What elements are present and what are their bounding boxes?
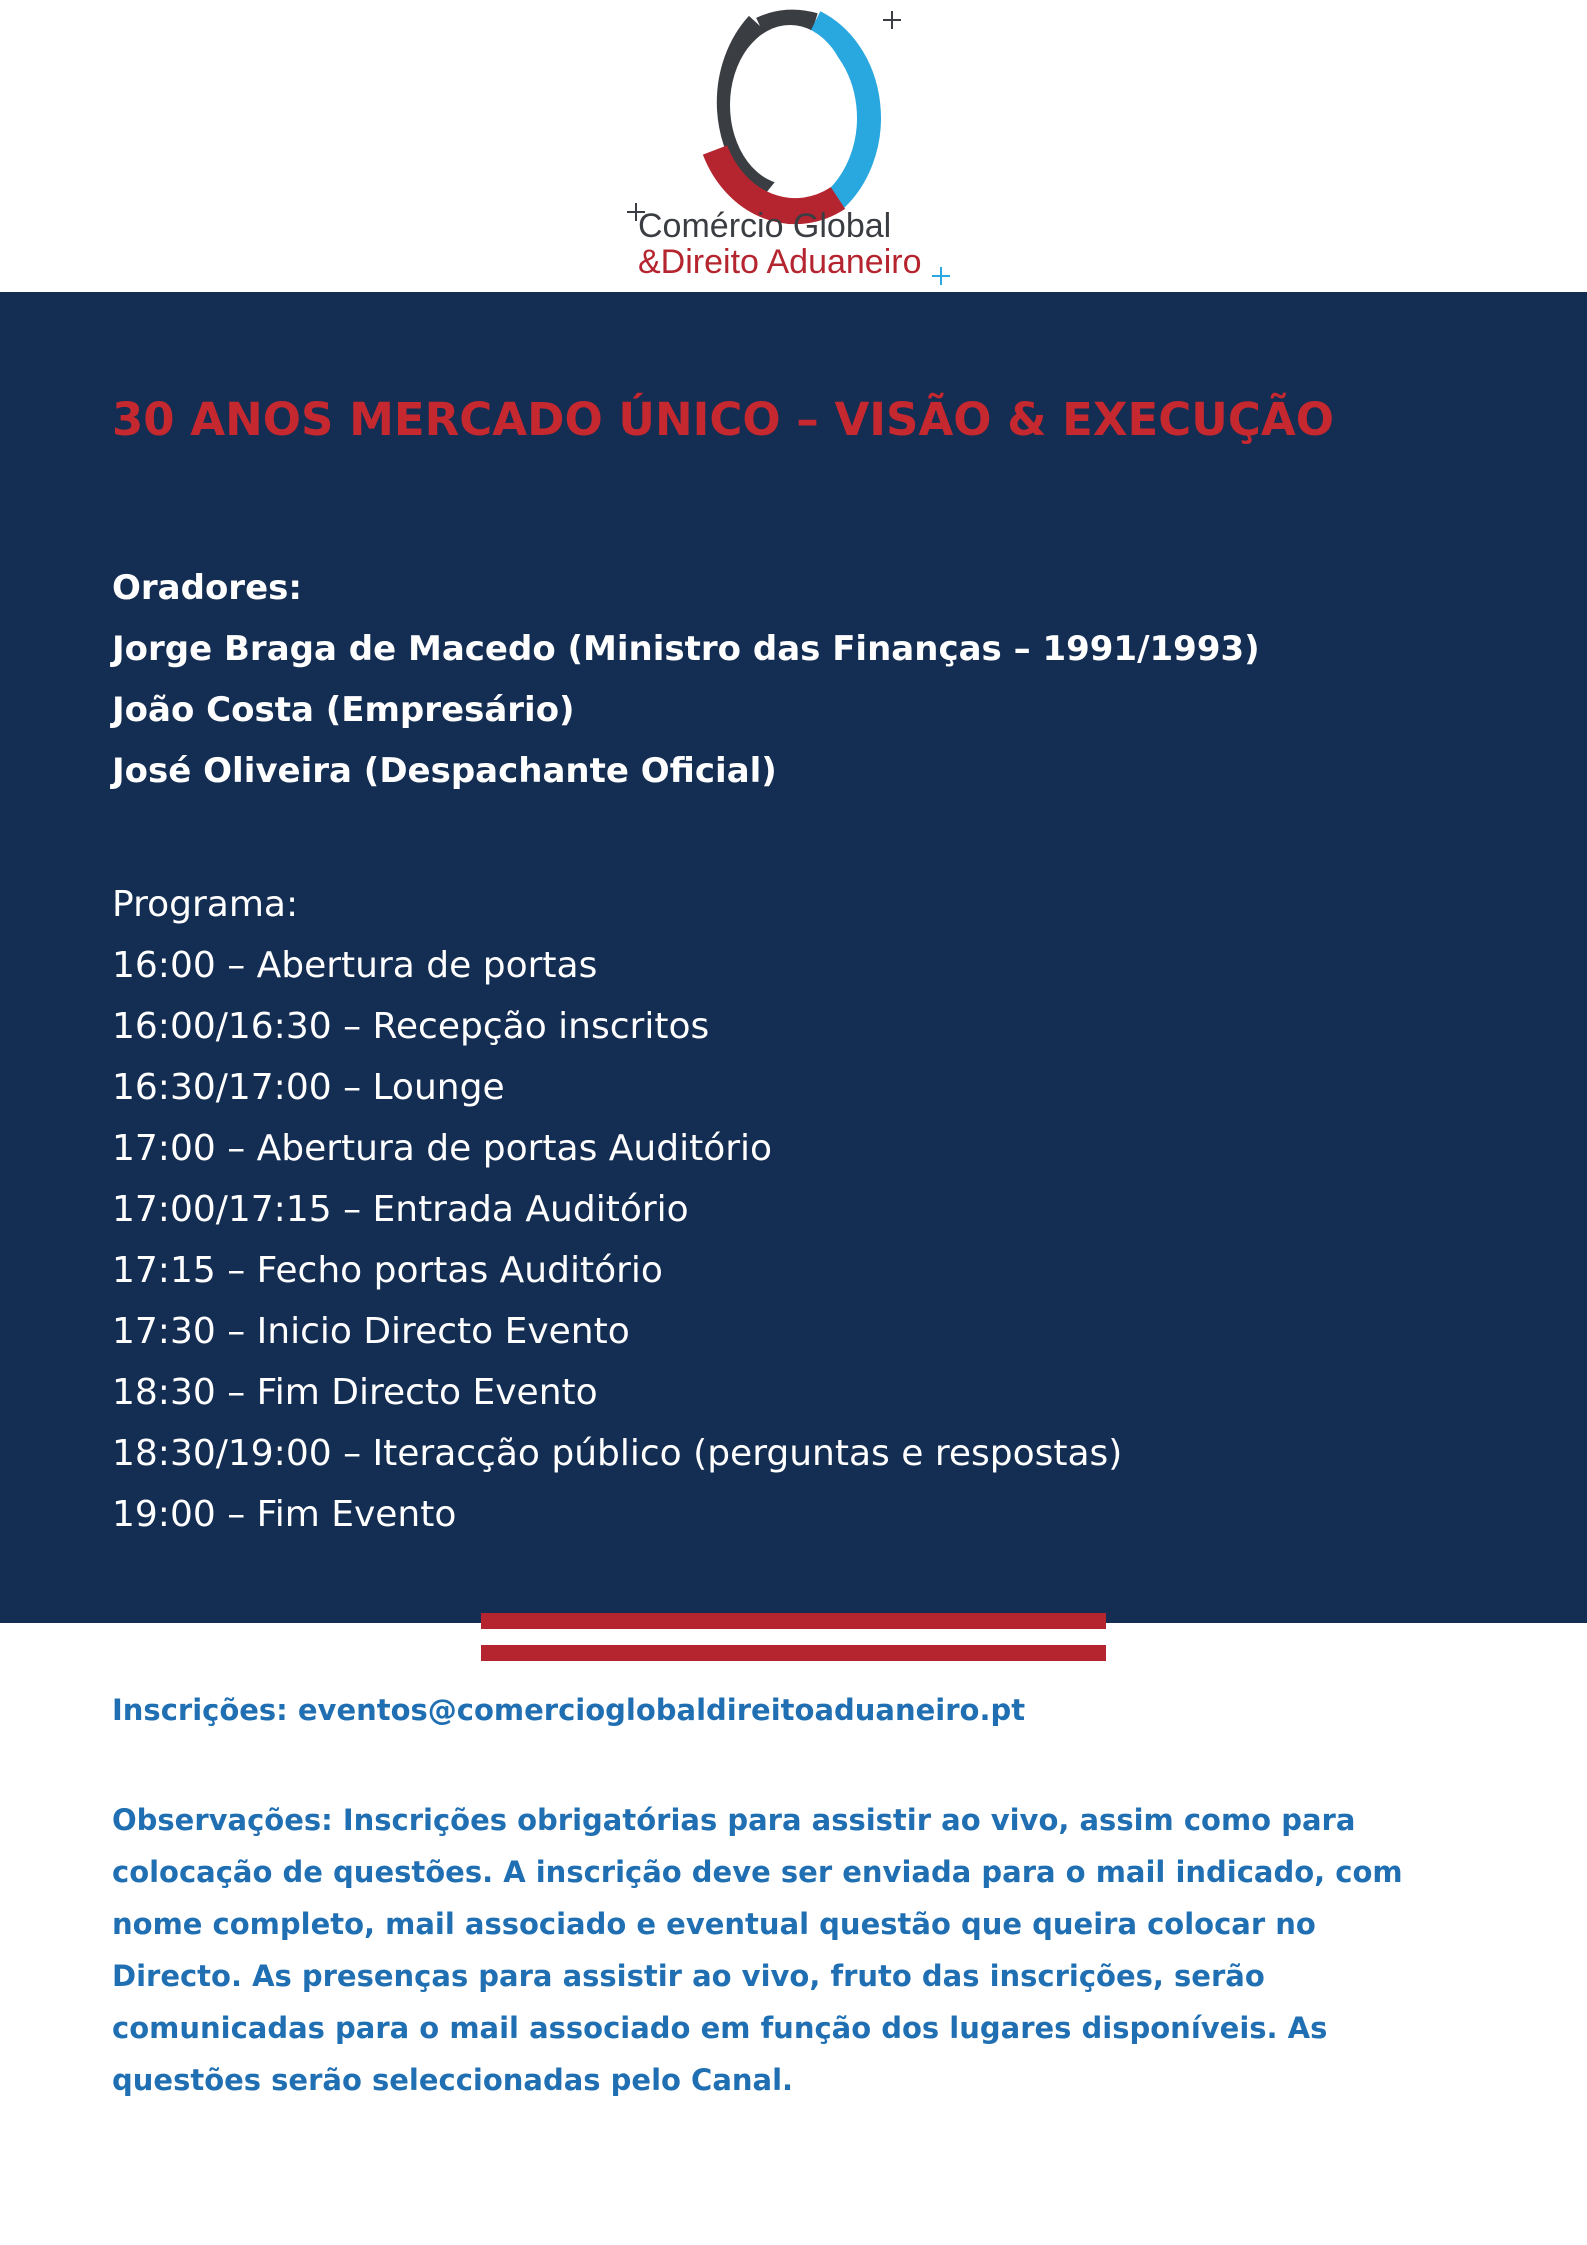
program-item: 16:00/16:30 – Recepção inscritos: [112, 1006, 710, 1047]
program-item: 17:00 – Abertura de portas Auditório: [112, 1128, 773, 1169]
observations-line: nome completo, mail associado e eventual questão que queira colocar no: [112, 1907, 1316, 1941]
program-heading: Programa:: [112, 884, 299, 925]
program-section: [112, 874, 1122, 1545]
program-item: 17:30 – Inicio Directo Evento: [112, 1311, 630, 1352]
content-panel: [0, 292, 1587, 1623]
program-item: 18:30 – Fim Directo Evento: [112, 1372, 598, 1413]
observations-line: Directo. As presenças para assistir ao vivo, fruto das inscrições, serão: [112, 1959, 1265, 1993]
speakers-section: [112, 558, 1260, 802]
program-item: 16:00 – Abertura de portas: [112, 945, 598, 986]
observations-line: questões serão seleccionadas pelo Canal.: [112, 2063, 794, 2097]
program-item: 16:30/17:00 – Lounge: [112, 1067, 505, 1108]
program-item: 17:00/17:15 – Entrada Auditório: [112, 1189, 689, 1230]
registration-email: Inscrições: eventos@comercioglobaldireitoaduaneiro.pt: [112, 1693, 1026, 1727]
speaker-item: José Oliveira (Despachante Oficial): [112, 751, 777, 791]
speaker-item: João Costa (Empresário): [112, 690, 575, 730]
program-item: 19:00 – Fim Evento: [112, 1494, 457, 1535]
program-item: 18:30/19:00 – Iteracção público (perguntas e respostas): [112, 1433, 1123, 1474]
observations-line: comunicadas para o mail associado em função dos lugares disponíveis. As: [112, 2011, 1328, 2045]
speakers-heading: Oradores:: [112, 568, 302, 608]
divider-stripe: [481, 1645, 1106, 1661]
program-item: 17:15 – Fecho portas Auditório: [112, 1250, 663, 1291]
event-title: 30 ANOS MERCADO ÚNICO – VISÃO & EXECUÇÃO: [112, 393, 1334, 446]
observations-text: [112, 1794, 1532, 2106]
logo-line2: &Direito Aduaneiro: [638, 243, 922, 281]
logo-line1: Comércio Global: [638, 207, 892, 245]
speaker-item: Jorge Braga de Macedo (Ministro das Finanças – 1991/1993): [112, 629, 1260, 669]
logo: [620, 0, 980, 292]
observations-line: Observações: Inscrições obrigatórias para assistir ao vivo, assim como para: [112, 1803, 1356, 1837]
divider-stripe: [481, 1613, 1106, 1629]
observations-line: colocação de questões. A inscrição deve ser enviada para o mail indicado, com: [112, 1855, 1403, 1889]
